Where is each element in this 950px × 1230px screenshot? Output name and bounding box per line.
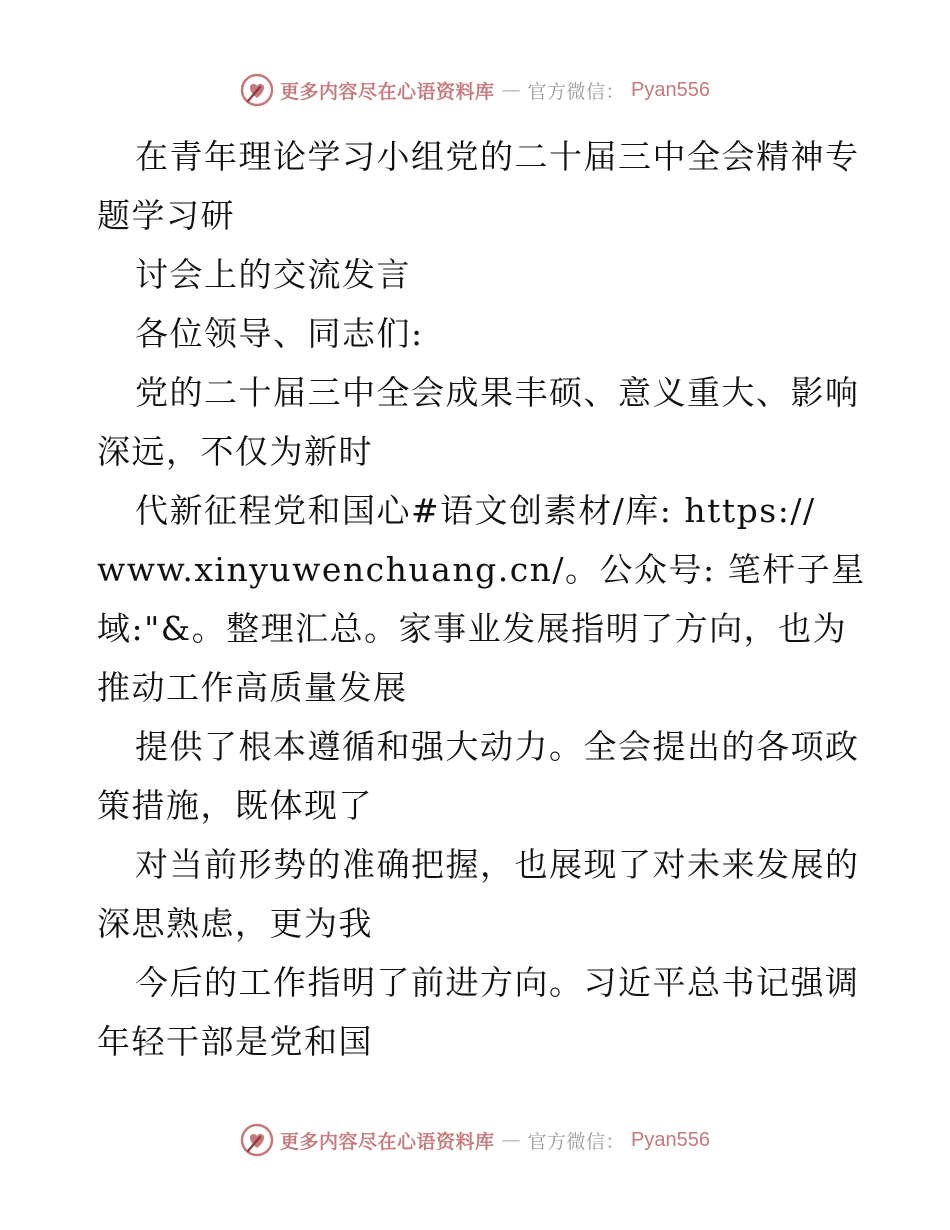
paragraph-salutation: 各位领导、同志们: xyxy=(135,314,424,353)
paragraph-title-line: 在青年理论学习小组党的二十届三中全会精神专 题学习研 xyxy=(97,137,860,235)
paragraph-body: 代新征程党和国心#语文创素材/库: https:// www.xinyuwenchuang.cn/。公众号: 笔杆子星 域:"&。整理汇总。家事业发展指明了方向，也为 推动工作高质量发展 xyxy=(97,491,866,707)
banner-sub-text: 官方微信： xyxy=(527,80,626,103)
header-watermark-banner xyxy=(0,70,950,110)
paragraph-body: 对当前形势的准确把握，也展现了对未来发展的 深思熟虑，更为我 xyxy=(97,845,860,943)
banner-dash: — xyxy=(501,79,521,101)
banner-wechat-id: Pyan556 xyxy=(631,1128,710,1151)
banner-main-text: 更多内容尽在心语资料库 xyxy=(280,1130,495,1153)
banner-dash: — xyxy=(501,1129,521,1151)
banner-wechat-id: Pyan556 xyxy=(631,78,710,101)
document-body xyxy=(97,127,877,1071)
heart-pen-logo-icon xyxy=(240,73,274,107)
footer-watermark-banner xyxy=(0,1120,950,1160)
banner-sub-text: 官方微信： xyxy=(527,1130,626,1153)
paragraph-body: 今后的工作指明了前进方向。习近平总书记强调 年轻干部是党和国 xyxy=(97,963,860,1061)
heart-pen-logo-icon xyxy=(240,1123,274,1157)
paragraph-subtitle-line: 讨会上的交流发言 xyxy=(135,255,411,294)
paragraph-body: 提供了根本遵循和强大动力。全会提出的各项政 策措施，既体现了 xyxy=(97,727,860,825)
paragraph-body: 党的二十届三中全会成果丰硕、意义重大、影响 深远，不仅为新时 xyxy=(97,373,860,471)
banner-main-text: 更多内容尽在心语资料库 xyxy=(280,80,495,103)
